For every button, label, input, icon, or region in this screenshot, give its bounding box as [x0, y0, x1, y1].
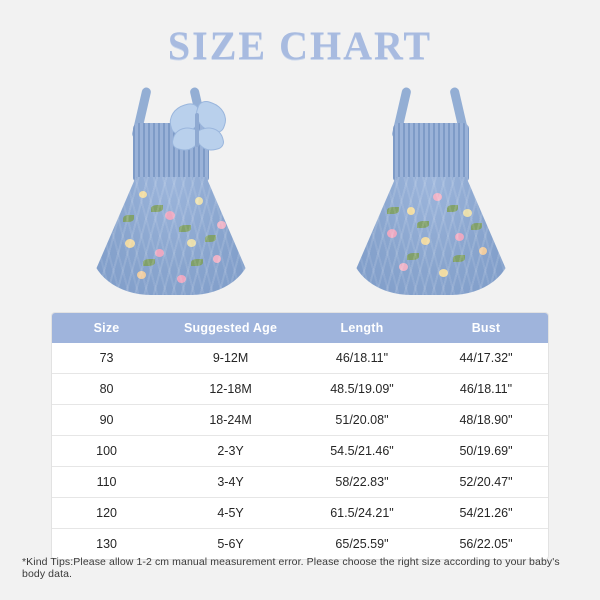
- table-row: [52, 405, 548, 436]
- table-header-row: [52, 313, 548, 343]
- dress-bodice-back: [393, 123, 469, 181]
- cell-bust: 54/21.26": [424, 498, 548, 529]
- column-header-bust: Bust: [424, 313, 548, 343]
- cell-bust: 52/20.47": [424, 467, 548, 498]
- column-header-size: Size: [52, 313, 161, 343]
- cell-bust: 48/18.90": [424, 405, 548, 436]
- column-header-length: Length: [300, 313, 424, 343]
- cell-size: 120: [52, 498, 161, 529]
- measurement-note: *Kind Tips:Please allow 1-2 cm manual measurement error. Please choose the right size according to your baby's body data.: [22, 556, 560, 580]
- product-image-row: [0, 72, 600, 292]
- cell-bust: 56/22.05": [459, 537, 513, 551]
- cell-size: 110: [52, 467, 161, 498]
- dress-back-image: [335, 77, 525, 292]
- cell-length: 54.5/21.46": [300, 436, 424, 467]
- cell-size: 80: [52, 374, 161, 405]
- table-row: [52, 374, 548, 405]
- cell-size: 90: [52, 405, 161, 436]
- cell-length: 65/25.59": [335, 537, 389, 551]
- table-row: [52, 343, 548, 374]
- cell-length: 61.5/24.21": [300, 498, 424, 529]
- cell-age: 18-24M: [161, 405, 300, 436]
- column-header-suggested-age: Suggested Age: [161, 313, 300, 343]
- cell-age: 9-12M: [161, 343, 300, 374]
- dress-front-image: [75, 77, 265, 292]
- cell-length: 58/22.83": [300, 467, 424, 498]
- page-title: SIZE CHART: [167, 23, 433, 68]
- cell-length: 51/20.08": [300, 405, 424, 436]
- cell-age: 5-6Y: [217, 537, 244, 551]
- cell-size: 100: [52, 436, 161, 467]
- cell-size: 130: [96, 537, 117, 551]
- cell-bust: 46/18.11": [424, 374, 548, 405]
- cell-bust: 44/17.32": [424, 343, 548, 374]
- table-row: [52, 498, 548, 529]
- cell-bust: 50/19.69": [424, 436, 548, 467]
- dress-skirt-front: [91, 177, 251, 295]
- cell-age: 3-4Y: [161, 467, 300, 498]
- dress-skirt-back: [351, 177, 511, 295]
- cell-length: 48.5/19.09": [300, 374, 424, 405]
- cell-size: 73: [52, 343, 161, 374]
- size-chart-table: [52, 313, 548, 559]
- cell-age: 12-18M: [161, 374, 300, 405]
- cell-age: 2-3Y: [161, 436, 300, 467]
- cell-age: 4-5Y: [161, 498, 300, 529]
- table-row: [52, 529, 548, 560]
- table-row: [52, 436, 548, 467]
- butterfly-wing-icon: [167, 103, 229, 165]
- cell-length: 46/18.11": [300, 343, 424, 374]
- table-row: [52, 467, 548, 498]
